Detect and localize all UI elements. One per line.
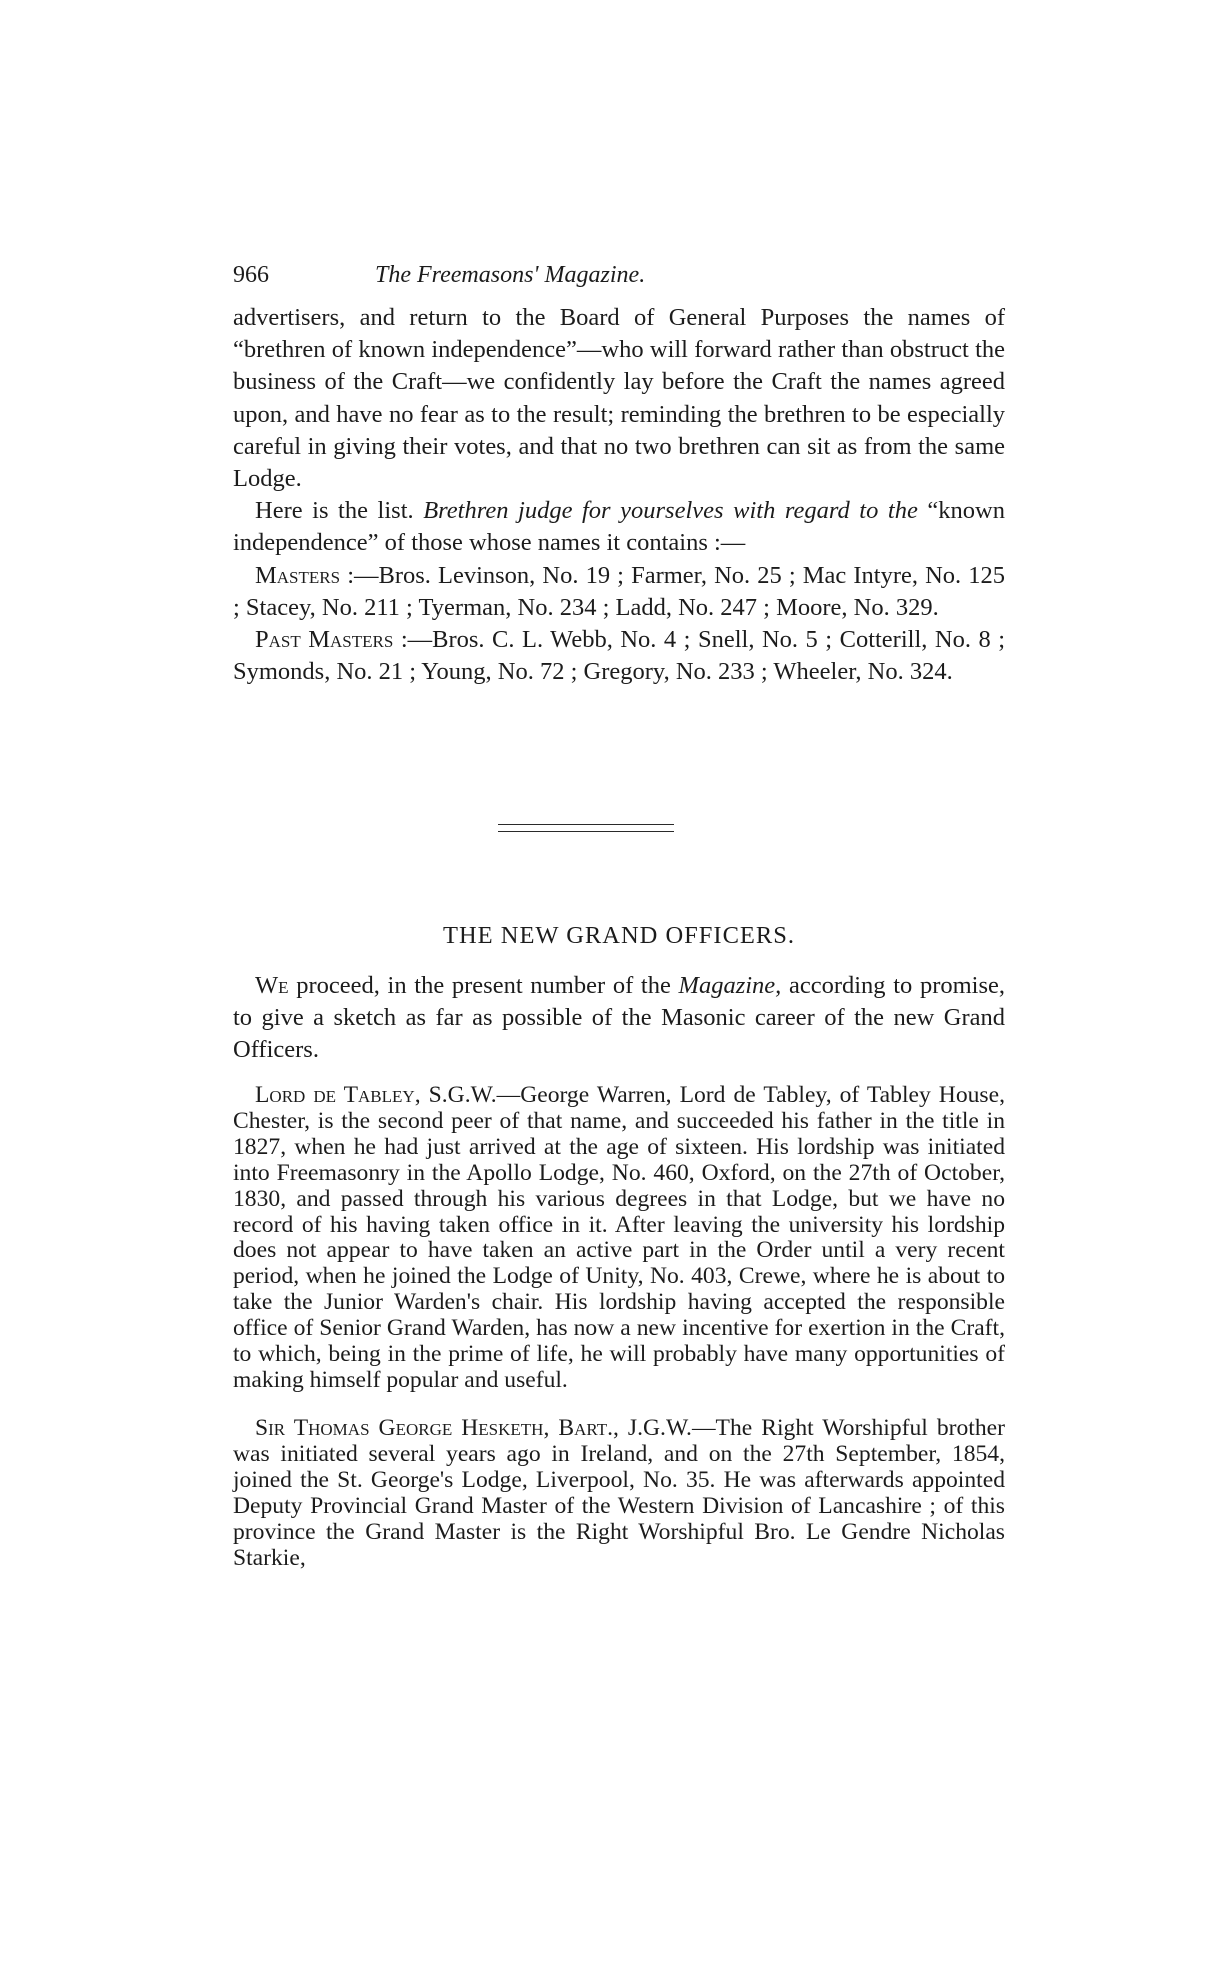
list-intro-lead: Here is the list.: [255, 497, 414, 525]
divider-rule-lower: [498, 831, 674, 832]
hesketh-block: [233, 1416, 1005, 1571]
past-masters-list: [233, 624, 1005, 688]
intro-text-start: proceed, in the present number of the: [296, 972, 671, 999]
intro-initial: We: [255, 972, 289, 999]
running-head: [233, 262, 1005, 296]
divider-rule-upper: [498, 824, 674, 825]
hesketh-paragraph: [233, 1416, 1005, 1571]
intro-text-end: according to promise, to give a sketch as far as possible of the Masonic career of the new Grand Officers.: [233, 972, 1006, 1064]
section-heading: THE NEW GRAND OFFICERS.: [443, 922, 795, 949]
de-tabley-name: Lord de Tabley,: [255, 1082, 421, 1108]
masters-label: Masters: [255, 561, 341, 589]
de-tabley-paragraph: [233, 1083, 1005, 1394]
magazine-page: [233, 0, 1005, 1971]
hesketh-name: Sir Thomas George Hesketh, Bart.,: [255, 1415, 619, 1441]
hesketh-text: J.G.W.—The Right Worshipful brother was initiated several years ago in Ireland, and on the 27th September, 1854, joined the St. George's Lodge, Liverpool, No. 35. He was afterwards appointed Deputy Provincial Grand Master of the Western Division of Lancashire ; of this province the Grand Master is the Right Worshipful Bro. Le Gendre Nicholas Starkie,: [233, 1415, 1005, 1571]
page-number: 966: [233, 262, 269, 288]
magazine-title-italic: Magazine,: [678, 972, 782, 999]
list-intro-paragraph: [233, 495, 1005, 559]
intro-paragraph: [233, 970, 1005, 1067]
continuation-block: [233, 302, 1005, 688]
list-intro-tail: “known independence” of those whose names it contains :—: [233, 497, 1005, 557]
continuation-paragraph: advertisers, and return to the Board of General Purposes the names of “brethren of known independence”—who will forward rather than obstruct the business of the Craft—we confidently lay before the Craft the names agreed upon, and have no fear as to the result; reminding the brethren to be especially careful in giving their votes, and that no two brethren can sit as from the same Lodge.: [233, 304, 1005, 493]
masters-list: [233, 560, 1005, 624]
de-tabley-block: [233, 1083, 1005, 1394]
masters-names: :—Bros. Levinson, No. 19 ; Farmer, No. 25 ; Mac Intyre, No. 125 ; Stacey, No. 211 ; Tyerman, No. 234 ; Ladd, No. 247 ; Moore, No. 329.: [233, 561, 1006, 621]
list-intro-italic: Brethren judge for yourselves with regard to the: [423, 497, 918, 525]
running-title: The Freemasons' Magazine.: [375, 262, 646, 288]
de-tabley-text: S.G.W.—George Warren, Lord de Tabley, of Tabley House, Chester, is the second peer of that name, and succeeded his father in the title in 1827, when he had just arrived at the age of sixteen. His lordship was initiated into Freemasonry in the Apollo Lodge, No. 460, Oxford, on the 27th of October, 1830, and passed through his various degrees in that Lodge, but we have no record of his having taken office in it. After leaving the university his lordship does not appear to have taken an active part in the Order until a very recent period, when he joined the Lodge of Unity, No. 403, Crewe, where he is about to take the Junior Warden's chair. His lordship having accepted the responsible office of Senior Grand Warden, has now a new incentive for exertion in the Craft, to which, being in the prime of life, he will probably have many opportunities of making himself popular and useful.: [233, 1082, 1005, 1393]
intro-block: [233, 970, 1005, 1067]
section-divider: [498, 824, 674, 834]
past-masters-label: Past Masters: [255, 626, 394, 654]
past-masters-names: :—Bros. C. L. Webb, No. 4 ; Snell, No. 5 ; Cotterill, No. 8 ; Symonds, No. 21 ; Young, No. 72 ; Gregory, No. 233 ; Wheeler, No. 324.: [233, 626, 1006, 686]
